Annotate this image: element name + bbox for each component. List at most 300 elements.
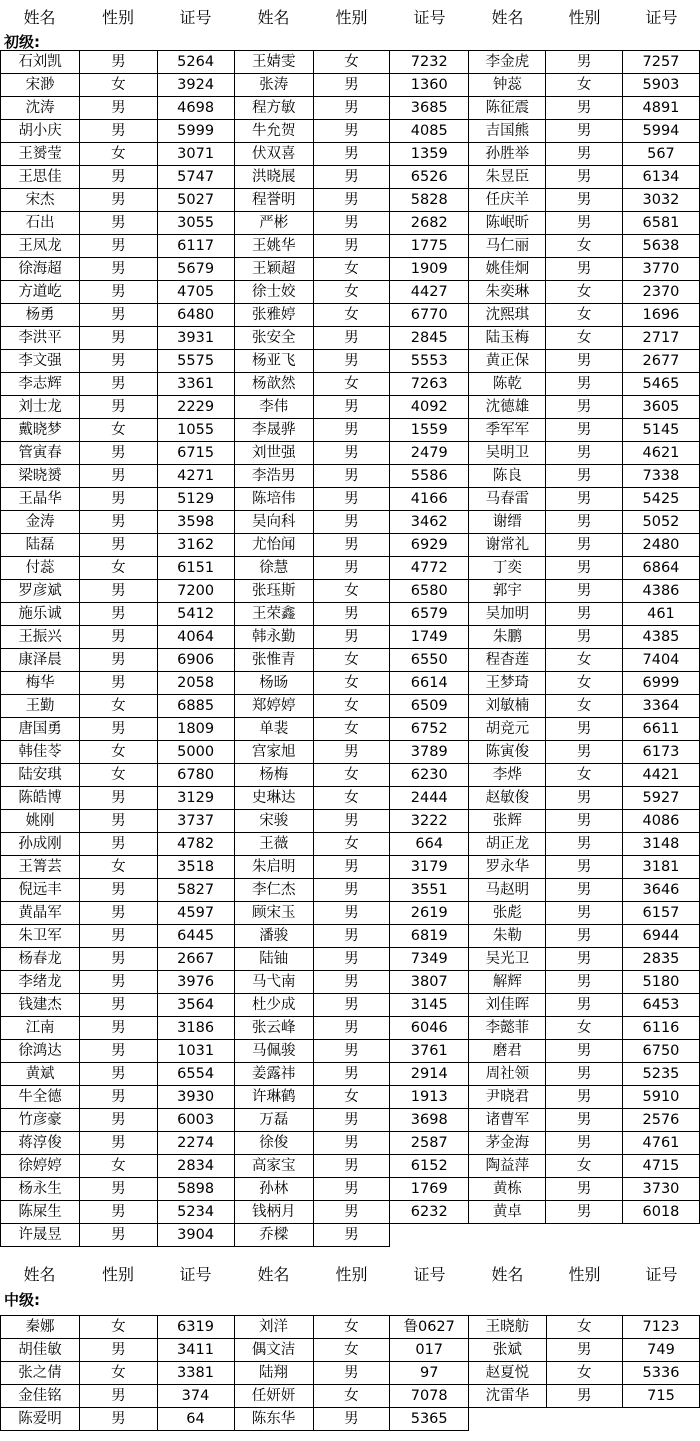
cell-cert-no: 5827 — [157, 879, 234, 902]
cell-gender: 男 — [546, 212, 622, 235]
cell-gender: 男 — [546, 1132, 622, 1155]
cell-name: 王晶华 — [1, 488, 80, 511]
cell-name: 陈东华 — [234, 1408, 313, 1431]
table-row — [1, 1316, 700, 1339]
table-row — [1, 1224, 700, 1247]
header-cert-no: 证号 — [179, 8, 212, 27]
cell-gender: 男 — [313, 994, 389, 1017]
cell-name: 王婧雯 — [234, 51, 313, 74]
table-row — [1, 810, 700, 833]
cell-cert-no: 2845 — [390, 327, 469, 350]
cell-cert-no: 6173 — [622, 741, 699, 764]
cell-gender: 男 — [80, 1109, 157, 1132]
section-label-intermediate: 中级: — [4, 1291, 40, 1309]
cell-cert-no: 5180 — [622, 971, 699, 994]
cell-name: 金涛 — [1, 511, 80, 534]
cell-cert-no: 3364 — [622, 695, 699, 718]
cell-gender: 男 — [546, 948, 622, 971]
cell-cert-no: 3148 — [622, 833, 699, 856]
cell-cert-no: 2587 — [390, 1132, 469, 1155]
cell-name: 倪远丰 — [1, 879, 80, 902]
cell-cert-no: 715 — [622, 1385, 699, 1408]
cell-gender: 女 — [546, 1155, 622, 1178]
table-row — [1, 1201, 700, 1224]
cell-cert-no: 6230 — [390, 764, 469, 787]
cell-name: 宋骏 — [234, 810, 313, 833]
cell-gender: 男 — [80, 350, 157, 373]
cell-cert-no: 3646 — [622, 879, 699, 902]
table-row — [1, 626, 700, 649]
cell-gender: 男 — [80, 488, 157, 511]
cell-name: 单裴 — [234, 718, 313, 741]
cell-gender: 男 — [313, 902, 389, 925]
cell-name: 张珏斯 — [234, 580, 313, 603]
cell-gender — [546, 1224, 622, 1247]
cell-gender: 男 — [313, 511, 389, 534]
cell-gender: 男 — [313, 396, 389, 419]
cell-cert-no: 7404 — [622, 649, 699, 672]
table-row — [1, 580, 700, 603]
cell-name: 赵敏俊 — [469, 787, 546, 810]
cell-cert-no: 1559 — [390, 419, 469, 442]
cell-name: 王赟莹 — [1, 143, 80, 166]
cell-gender: 男 — [80, 925, 157, 948]
cell-cert-no: 4085 — [390, 120, 469, 143]
cell-name: 竹彦豪 — [1, 1109, 80, 1132]
cell-name: 李文强 — [1, 350, 80, 373]
header-cert-no: 证号 — [413, 8, 446, 27]
cell-gender: 女 — [546, 327, 622, 350]
cell-gender: 女 — [313, 281, 389, 304]
cell-cert-no: 5336 — [622, 1362, 699, 1385]
cell-name: 胡佳敏 — [1, 1339, 80, 1362]
cell-cert-no: 1809 — [157, 718, 234, 741]
cell-name: 王晓舫 — [469, 1316, 546, 1339]
cell-name: 尤怡闻 — [234, 534, 313, 557]
cell-gender: 男 — [546, 833, 622, 856]
cell-name: 张惟青 — [234, 649, 313, 672]
cell-cert-no: 3179 — [390, 856, 469, 879]
cell-name: 沈德雄 — [469, 396, 546, 419]
cell-name: 李仁杰 — [234, 879, 313, 902]
cell-name: 周社领 — [469, 1063, 546, 1086]
cell-gender: 女 — [313, 51, 389, 74]
cell-cert-no: 6770 — [390, 304, 469, 327]
cell-cert-no: 2370 — [622, 281, 699, 304]
cell-name: 张雅婷 — [234, 304, 313, 327]
cell-gender: 女 — [80, 557, 157, 580]
cell-name: 高家宝 — [234, 1155, 313, 1178]
table-row — [1, 511, 700, 534]
cell-name: 钱柄月 — [234, 1201, 313, 1224]
cell-name: 罗永华 — [469, 856, 546, 879]
cell-cert-no: 1775 — [390, 235, 469, 258]
table-row — [1, 1086, 700, 1109]
cell-cert-no: 2834 — [157, 1155, 234, 1178]
cell-gender: 男 — [546, 120, 622, 143]
cell-name: 陈岷昕 — [469, 212, 546, 235]
cell-name: 梅华 — [1, 672, 80, 695]
cell-cert-no: 4086 — [622, 810, 699, 833]
table-row — [1, 925, 700, 948]
cell-cert-no: 4421 — [622, 764, 699, 787]
cell-gender: 男 — [80, 212, 157, 235]
cell-cert-no: 4385 — [622, 626, 699, 649]
cell-cert-no: 5903 — [622, 74, 699, 97]
cell-gender: 男 — [546, 626, 622, 649]
table-row — [1, 1109, 700, 1132]
table-row — [1, 764, 700, 787]
header-gender: 性别 — [335, 1265, 368, 1284]
header-cert-no: 证号 — [413, 1265, 446, 1284]
cell-cert-no: 4772 — [390, 557, 469, 580]
cell-name: 伏双喜 — [234, 143, 313, 166]
cell-name: 胡小庆 — [1, 120, 80, 143]
cell-gender: 男 — [313, 603, 389, 626]
cell-cert-no: 3924 — [157, 74, 234, 97]
cell-cert-no: 4782 — [157, 833, 234, 856]
cell-name: 陆磊 — [1, 534, 80, 557]
cell-name: 王思佳 — [1, 166, 80, 189]
cell-cert-no: 2444 — [390, 787, 469, 810]
cell-name: 严彬 — [234, 212, 313, 235]
cell-name: 王荣鑫 — [234, 603, 313, 626]
cell-cert-no: 5898 — [157, 1178, 234, 1201]
cell-cert-no: 97 — [390, 1362, 469, 1385]
cell-cert-no: 3145 — [390, 994, 469, 1017]
cell-name: 王薇 — [234, 833, 313, 856]
cell-cert-no: 6445 — [157, 925, 234, 948]
cell-name: 沈熙琪 — [469, 304, 546, 327]
cell-name: 秦娜 — [1, 1316, 80, 1339]
cell-cert-no: 3770 — [622, 258, 699, 281]
cell-name: 姜露祎 — [234, 1063, 313, 1086]
cell-cert-no — [622, 1408, 699, 1431]
cell-name: 王振兴 — [1, 626, 80, 649]
cell-gender: 男 — [80, 1132, 157, 1155]
cell-name: 胡正龙 — [469, 833, 546, 856]
cell-cert-no: 4597 — [157, 902, 234, 925]
cell-gender: 女 — [313, 764, 389, 787]
cell-gender: 男 — [80, 281, 157, 304]
cell-cert-no: 2835 — [622, 948, 699, 971]
cell-name: 孙成刚 — [1, 833, 80, 856]
cell-gender: 女 — [313, 580, 389, 603]
cell-cert-no: 6944 — [622, 925, 699, 948]
cell-gender: 男 — [546, 511, 622, 534]
cell-cert-no: 3564 — [157, 994, 234, 1017]
cell-name: 宋杰 — [1, 189, 80, 212]
cell-cert-no: 3807 — [390, 971, 469, 994]
cell-gender: 男 — [80, 327, 157, 350]
cell-cert-no: 2667 — [157, 948, 234, 971]
cell-gender: 女 — [313, 1086, 389, 1109]
table-row — [1, 833, 700, 856]
cell-name: 万磊 — [234, 1109, 313, 1132]
cell-cert-no: 3411 — [157, 1339, 234, 1362]
cell-name: 石出 — [1, 212, 80, 235]
junior-table — [0, 50, 700, 1247]
table-row — [1, 557, 700, 580]
cell-name: 钟蕊 — [469, 74, 546, 97]
cell-name — [469, 1408, 546, 1431]
cell-gender: 男 — [313, 557, 389, 580]
cell-cert-no: 2914 — [390, 1063, 469, 1086]
table-row — [1, 649, 700, 672]
cell-name: 胡竞元 — [469, 718, 546, 741]
cell-name: 宋渺 — [1, 74, 80, 97]
cell-cert-no: 749 — [622, 1339, 699, 1362]
table-row — [1, 902, 700, 925]
cell-gender: 男 — [80, 718, 157, 741]
cell-cert-no: 3605 — [622, 396, 699, 419]
cell-name: 徐婷婷 — [1, 1155, 80, 1178]
cell-gender: 男 — [546, 1385, 622, 1408]
cell-cert-no: 4092 — [390, 396, 469, 419]
cell-name: 尹晓君 — [469, 1086, 546, 1109]
cell-name: 朱鹏 — [469, 626, 546, 649]
cell-cert-no: 4427 — [390, 281, 469, 304]
table-row — [1, 258, 700, 281]
cell-cert-no: 3685 — [390, 97, 469, 120]
table-row — [1, 350, 700, 373]
cell-cert-no: 2619 — [390, 902, 469, 925]
table-row — [1, 442, 700, 465]
cell-name: 孙胜举 — [469, 143, 546, 166]
cell-cert-no: 6117 — [157, 235, 234, 258]
cell-gender: 男 — [546, 258, 622, 281]
cell-gender: 男 — [546, 603, 622, 626]
cell-name: 吴明卫 — [469, 442, 546, 465]
cell-gender: 男 — [80, 534, 157, 557]
table-row — [1, 1178, 700, 1201]
cell-cert-no: 664 — [390, 833, 469, 856]
cell-cert-no: 6003 — [157, 1109, 234, 1132]
cell-name: 朱卫军 — [1, 925, 80, 948]
cell-cert-no: 6819 — [390, 925, 469, 948]
cell-name: 张辉 — [469, 810, 546, 833]
cell-cert-no: 5910 — [622, 1086, 699, 1109]
cell-name: 谢缙 — [469, 511, 546, 534]
cell-cert-no: 7338 — [622, 465, 699, 488]
cell-cert-no: 3730 — [622, 1178, 699, 1201]
cell-cert-no: 4705 — [157, 281, 234, 304]
cell-name: 王勤 — [1, 695, 80, 718]
cell-name: 陆翔 — [234, 1362, 313, 1385]
cell-cert-no: 64 — [157, 1408, 234, 1431]
table-row — [1, 695, 700, 718]
cell-gender: 女 — [80, 695, 157, 718]
cell-name: 徐鸿达 — [1, 1040, 80, 1063]
cell-gender: 女 — [546, 304, 622, 327]
table-row — [1, 1155, 700, 1178]
cell-cert-no: 6750 — [622, 1040, 699, 1063]
cell-name: 李烨 — [469, 764, 546, 787]
cell-name: 茅金海 — [469, 1132, 546, 1155]
cell-gender: 男 — [546, 419, 622, 442]
cell-cert-no: 4621 — [622, 442, 699, 465]
cell-cert-no: 5927 — [622, 787, 699, 810]
cell-gender: 男 — [80, 1063, 157, 1086]
cell-gender: 男 — [313, 1040, 389, 1063]
cell-gender: 男 — [313, 810, 389, 833]
header-gender: 性别 — [568, 8, 601, 27]
table-row — [1, 948, 700, 971]
cell-name: 谢常礼 — [469, 534, 546, 557]
cell-gender: 女 — [313, 304, 389, 327]
table-row — [1, 419, 700, 442]
cell-cert-no: 6152 — [390, 1155, 469, 1178]
cell-name: 韩佳苓 — [1, 741, 80, 764]
cell-name: 刘敏楠 — [469, 695, 546, 718]
cell-name: 姚佳炯 — [469, 258, 546, 281]
cell-gender: 男 — [313, 350, 389, 373]
cell-gender: 男 — [80, 1385, 157, 1408]
cell-cert-no: 3518 — [157, 856, 234, 879]
cell-cert-no: 3129 — [157, 787, 234, 810]
table-row — [1, 718, 700, 741]
cell-gender: 男 — [80, 1201, 157, 1224]
cell-gender: 女 — [313, 649, 389, 672]
cell-cert-no: 6999 — [622, 672, 699, 695]
cell-name: 王梦琦 — [469, 672, 546, 695]
cell-cert-no: 1913 — [390, 1086, 469, 1109]
cell-cert-no: 3055 — [157, 212, 234, 235]
cell-name: 张之倩 — [1, 1362, 80, 1385]
cell-name: 杨勇 — [1, 304, 80, 327]
cell-gender: 女 — [313, 718, 389, 741]
header-gender: 性别 — [101, 8, 134, 27]
table-row — [1, 971, 700, 994]
cell-gender: 男 — [80, 672, 157, 695]
table-row — [1, 396, 700, 419]
cell-gender: 男 — [546, 1040, 622, 1063]
cell-cert-no: 2677 — [622, 350, 699, 373]
cell-name: 李洪平 — [1, 327, 80, 350]
cell-name: 梁晓赟 — [1, 465, 80, 488]
cell-gender — [546, 1408, 622, 1431]
cell-name: 李浩男 — [234, 465, 313, 488]
cell-name: 李金虎 — [469, 51, 546, 74]
table-row — [1, 1040, 700, 1063]
cell-name: 赵夏悦 — [469, 1362, 546, 1385]
cell-cert-no: 1696 — [622, 304, 699, 327]
cell-cert-no: 2274 — [157, 1132, 234, 1155]
cell-cert-no: 7257 — [622, 51, 699, 74]
cell-name: 石刘凯 — [1, 51, 80, 74]
cell-name: 黄晶军 — [1, 902, 80, 925]
cell-name: 孙林 — [234, 1178, 313, 1201]
cell-gender: 男 — [546, 97, 622, 120]
cell-gender: 男 — [546, 373, 622, 396]
cell-gender: 男 — [80, 626, 157, 649]
cell-cert-no: 3551 — [390, 879, 469, 902]
cell-gender: 男 — [546, 534, 622, 557]
cell-name: 陈征震 — [469, 97, 546, 120]
cell-gender: 男 — [80, 1017, 157, 1040]
cell-cert-no: 6509 — [390, 695, 469, 718]
cell-name: 马赵明 — [469, 879, 546, 902]
cell-name: 任妍妍 — [234, 1385, 313, 1408]
cell-cert-no: 3181 — [622, 856, 699, 879]
cell-cert-no: 5999 — [157, 120, 234, 143]
cell-gender: 男 — [313, 1201, 389, 1224]
cell-cert-no: 2480 — [622, 534, 699, 557]
cell-cert-no: 1909 — [390, 258, 469, 281]
cell-name: 黄栋 — [469, 1178, 546, 1201]
cell-gender: 男 — [313, 120, 389, 143]
cell-name: 陈培伟 — [234, 488, 313, 511]
cell-cert-no: 7232 — [390, 51, 469, 74]
cell-name: 韩永勤 — [234, 626, 313, 649]
cell-gender: 男 — [546, 1201, 622, 1224]
cell-cert-no: 5828 — [390, 189, 469, 212]
cell-cert-no: 6580 — [390, 580, 469, 603]
cell-name: 张斌 — [469, 1339, 546, 1362]
cell-cert-no: 6554 — [157, 1063, 234, 1086]
cell-cert-no: 7263 — [390, 373, 469, 396]
cell-name: 姚刚 — [1, 810, 80, 833]
cell-cert-no: 5465 — [622, 373, 699, 396]
cell-gender: 男 — [80, 787, 157, 810]
cell-gender: 女 — [546, 1316, 622, 1339]
cell-gender: 男 — [546, 971, 622, 994]
cell-name: 徐慧 — [234, 557, 313, 580]
intermediate-table — [0, 1315, 700, 1431]
cell-cert-no: 5425 — [622, 488, 699, 511]
table-row — [1, 327, 700, 350]
cell-name: 黄正保 — [469, 350, 546, 373]
table-row — [1, 1385, 700, 1408]
cell-gender: 男 — [546, 189, 622, 212]
cell-cert-no: 鲁0627 — [390, 1316, 469, 1339]
cell-gender: 女 — [313, 1316, 389, 1339]
cell-gender: 男 — [313, 143, 389, 166]
cell-name: 朱勒 — [469, 925, 546, 948]
cell-gender: 女 — [313, 695, 389, 718]
cell-name: 陈屎生 — [1, 1201, 80, 1224]
cell-cert-no: 6752 — [390, 718, 469, 741]
cell-name: 诸曹军 — [469, 1109, 546, 1132]
cell-gender: 女 — [313, 1385, 389, 1408]
cell-gender: 女 — [546, 1362, 622, 1385]
cell-cert-no: 3162 — [157, 534, 234, 557]
table-row — [1, 143, 700, 166]
cell-cert-no: 3032 — [622, 189, 699, 212]
cell-name: 朱昱臣 — [469, 166, 546, 189]
table-row — [1, 281, 700, 304]
cell-name: 蒋淳俊 — [1, 1132, 80, 1155]
cell-cert-no: 4698 — [157, 97, 234, 120]
cell-name: 张彪 — [469, 902, 546, 925]
cell-gender: 女 — [313, 258, 389, 281]
cell-gender: 男 — [80, 304, 157, 327]
cell-gender: 男 — [546, 51, 622, 74]
header-gender: 性别 — [335, 8, 368, 27]
cell-cert-no: 6929 — [390, 534, 469, 557]
cell-cert-no: 3186 — [157, 1017, 234, 1040]
cell-name: 王凤龙 — [1, 235, 80, 258]
cell-gender: 男 — [313, 534, 389, 557]
cell-cert-no: 6116 — [622, 1017, 699, 1040]
cell-cert-no: 6550 — [390, 649, 469, 672]
cell-name: 乔樑 — [234, 1224, 313, 1247]
cell-name: 陈寅俊 — [469, 741, 546, 764]
cell-cert-no: 6018 — [622, 1201, 699, 1224]
cell-name: 黄斌 — [1, 1063, 80, 1086]
cell-gender: 男 — [313, 166, 389, 189]
cell-cert-no: 5000 — [157, 741, 234, 764]
